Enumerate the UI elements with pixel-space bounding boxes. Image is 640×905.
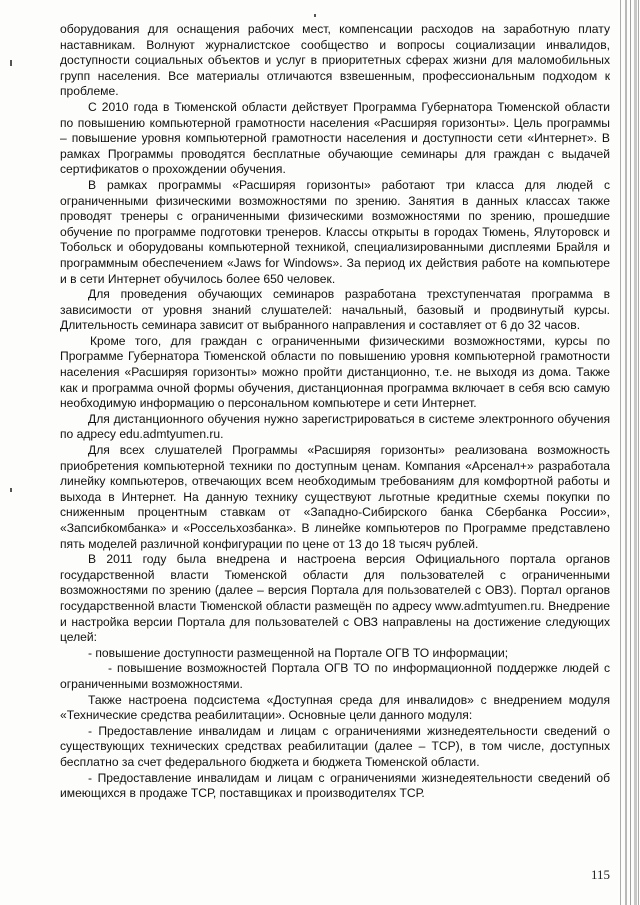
document-body bbox=[60, 22, 610, 802]
paragraph: Для всех слушателей Программы «Расширяя горизонты» реализована возможность приобретения компьютерной техники по доступным ценам. Компания «Арсенал+» разработала линейку компьютеров, отвечающих всем необходимым требованиям для комфортной работы и выхода в Интернет. На данную технику существуют льготные кредитные схемы покупки по сниженным процентным ставкам от «Западно-Сибирского банка Сбербанка России», «Запсибкомбанка» и «Россельхозбанка». В линейке компьютеров по Программе представлено пять моделей различной конфигурации по цене от 13 до 18 тысяч рублей. bbox=[60, 443, 610, 551]
paragraph: В рамках программы «Расширяя горизонты» работают три класса для людей с ограниченными физическими возможностями по зрению. Занятия в данных классах также проводят тренеры с ограниченными физическими возможностями по зрению, прошедшие обучение по программе подготовки тренеров. Классы открыты в городах Тюмень, Ялуторовск и Тобольск и оборудованы компьютерной техникой, специализированными дисплеями Брайля и программным обеспечением «Jaws for Windows». За период их действия работе на компьютере и в сети Интернет обучилось более 650 человек. bbox=[60, 177, 610, 286]
paragraph: Также настроена подсистема «Доступная среда для инвалидов» с внедрением модуля «Технические средства реабилитации». Основные цели данного модуля: bbox=[60, 692, 610, 723]
scan-speck bbox=[314, 14, 316, 17]
list-item: - повышение возможностей Портала ОГВ ТО по информационной поддержке людей с ограниченными возможностями. bbox=[60, 661, 610, 691]
paragraph: Для дистанционного обучения нужно зарегистрироваться в системе электронного обучения по адресу edu.admtyumen.ru. bbox=[60, 411, 610, 442]
paragraph: оборудования для оснащения рабочих мест, компенсации расходов на заработную плату наставникам. Волнуют журналистское сообщество и вопросы социализации инвалидов, доступности социальных объектов и услуг в приоритетных сферах жизни для маломобильных групп населения. Все материалы отличаются взвешенным, профессиональным подходом к проблеме. bbox=[60, 22, 610, 99]
list-item: - Предоставление инвалидам и лицам с ограничениями жизнедеятельности сведений о существующих технических средствах реабилитации (далее – ТСР), в том числе, доступных бесплатно за счет федерального бюджета и бюджета Тюменской области. bbox=[60, 723, 610, 769]
scan-speck bbox=[10, 488, 12, 492]
page-number: 115 bbox=[590, 867, 610, 882]
list-item: - Предоставление инвалидам и лицам с ограничениями жизнедеятельности сведений об имеющихся в продаже ТСР, поставщиках и производителях ТСР. bbox=[60, 770, 610, 801]
paragraph: С 2010 года в Тюменской области действует Программа Губернатора Тюменской области по повышению компьютерной грамотности населения «Расширяя горизонты». Цель программы – повышение уровня компьютерной грамотности населения и доступности сети «Интернет». В рамках Программы проводятся бесплатные обучающие семинары для граждан с выдачей сертификатов о прохождении обучения. bbox=[60, 99, 610, 177]
paragraph: Для проведения обучающих семинаров разработана трехступенчатая программа в зависимости от уровня знаний слушателей: начальный, базовый и продвинутый курсы. Длительность семинара зависит от выбранного направления и составляет от 6 до 32 часов. bbox=[60, 287, 610, 333]
paragraph: В 2011 году была внедрена и настроена версия Официального портала органов государственной власти Тюменской области для пользователей с ограниченными возможностями по зрению (далее – версия Портала для пользователей с ОВЗ). Портал органов государственной власти Тюменской области размещён по адресу www.admtyumen.ru. Внедрение и настройка версии Портала для пользователей с ОВЗ направлены на достижение следующих целей: bbox=[60, 552, 610, 645]
list-item: - повышение доступности размещенной на Портале ОГВ ТО информации; bbox=[88, 645, 509, 660]
scan-edge-artifact bbox=[614, 0, 640, 905]
scan-speck bbox=[10, 60, 12, 66]
paragraph: Кроме того, для граждан с ограниченными физическими возможностями, курсы по Программе Губернатора Тюменской области по повышению уровня компьютерной грамотности населения «Расширяя горизонты» можно пройти дистанционно, т.е. не выходя из дома. Также как и программа очной формы обучения, дистанционная программа включает в себя всю самую необходимую информацию о персональном компьютере и сети Интернет. bbox=[60, 333, 610, 411]
